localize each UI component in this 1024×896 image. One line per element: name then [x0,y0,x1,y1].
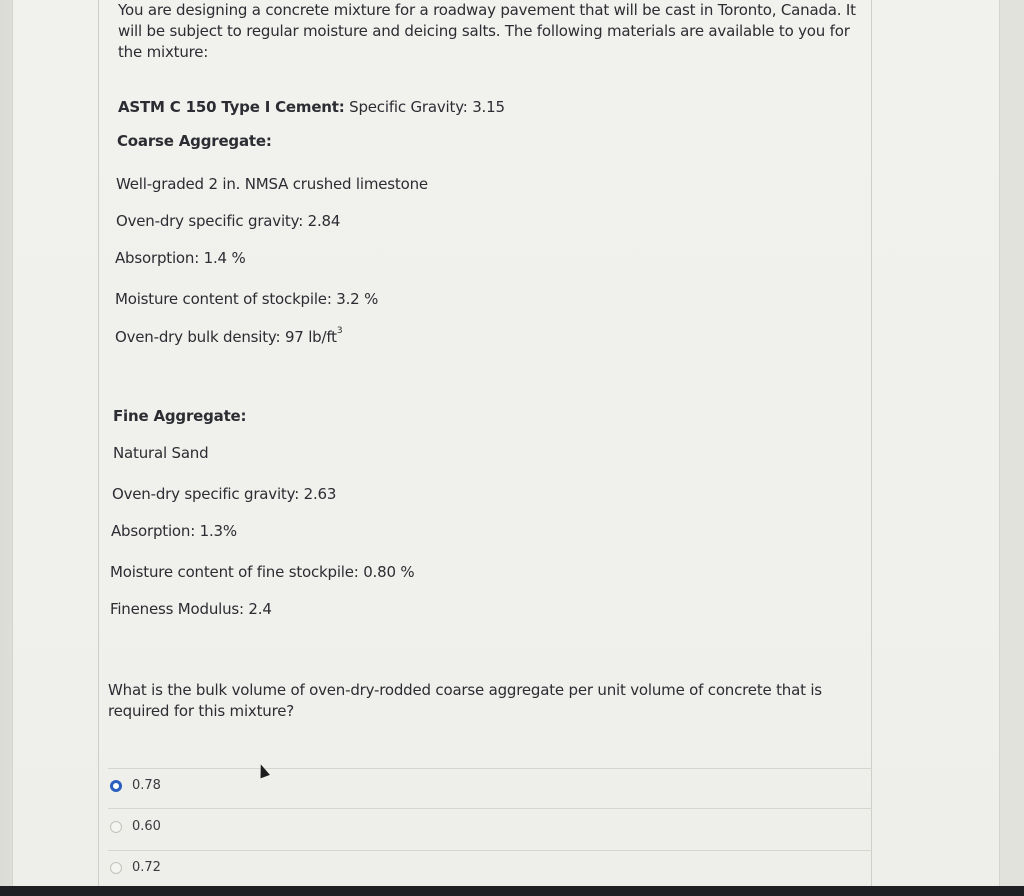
cement-line [118,98,505,116]
radio-unselected-icon[interactable] [110,821,122,833]
cement-label: ASTM C 150 Type I Cement: [118,98,345,116]
answer-option-label: 0.60 [132,819,161,834]
divider [108,850,872,851]
question-text [108,680,822,722]
divider [108,808,872,809]
divider [108,768,872,769]
coarse-heading: Coarse Aggregate: [117,132,272,150]
bottom-bar [0,886,1024,896]
coarse-density-line [115,328,342,346]
fine-fm: Fineness Modulus: 2.4 [110,600,272,618]
coarse-sg: Oven-dry specific gravity: 2.84 [116,212,341,230]
fine-heading: Fine Aggregate: [113,407,247,425]
coarse-type: Well-graded 2 in. NMSA crushed limestone [116,175,428,193]
intro-text [118,0,856,63]
coarse-moisture: Moisture content of stockpile: 3.2 % [115,290,379,308]
radio-unselected-icon[interactable] [110,862,122,874]
answer-option-label: 0.78 [132,778,161,793]
fine-sg: Oven-dry specific gravity: 2.63 [112,485,337,503]
fine-moisture: Moisture content of fine stockpile: 0.80 % [110,563,415,581]
coarse-density-exponent: 3 [336,326,343,336]
question-line-1: What is the bulk volume of oven-dry-rodded coarse aggregate per unit volume of concrete that is [108,681,822,699]
intro-line-3: the mixture: [118,43,209,61]
cement-value: Specific Gravity: 3.15 [349,98,505,116]
question-line-2: required for this mixture? [108,702,295,720]
intro-line-1: You are designing a concrete mixture for a roadway pavement that will be cast in Toronto, Canada. It [118,1,856,19]
fine-absorption: Absorption: 1.3% [111,522,237,540]
radio-selected-icon[interactable] [110,780,122,792]
coarse-density: Oven-dry bulk density: 97 lb/ft [115,328,337,346]
intro-line-2: will be subject to regular moisture and deicing salts. The following materials are available to you for [118,22,850,40]
coarse-absorption: Absorption: 1.4 % [115,249,246,267]
fine-type: Natural Sand [113,444,209,462]
answer-option-label: 0.72 [132,860,161,875]
